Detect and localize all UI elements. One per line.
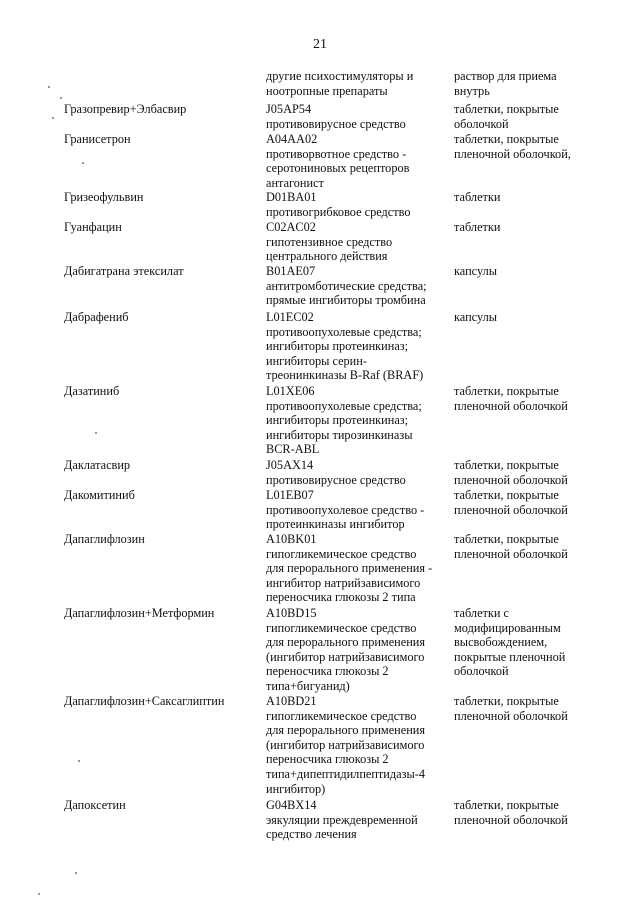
scan-speck — [48, 86, 50, 88]
drug-info-line: BCR-ABL — [266, 442, 320, 457]
drug-info-line: C02AC02 — [266, 220, 316, 234]
dosage-form-cell — [454, 69, 586, 98]
dosage-form-cell — [454, 488, 586, 517]
drug-info-cell — [266, 458, 448, 487]
drug-name-cell — [64, 694, 254, 709]
scan-speck — [52, 117, 54, 119]
drug-info-line: антагонист — [266, 175, 324, 190]
dosage-form-line: таблетки, покрытые — [454, 694, 559, 708]
drug-name-line: Дазатиниб — [64, 384, 120, 398]
dosage-form-line: таблетки — [454, 220, 501, 234]
drug-info-line: для перорального применения - — [266, 561, 433, 576]
drug-info-line: противогрибковое средство — [266, 204, 411, 219]
drug-info-line: L01EB07 — [266, 488, 314, 502]
dosage-form-line: пленочной оболочкой, — [454, 146, 571, 161]
drug-name-line: Дапоксетин — [64, 798, 126, 812]
drug-info-line: противовирусное средство — [266, 116, 406, 131]
drug-name-line: Гризеофульвин — [64, 190, 144, 204]
dosage-form-cell — [454, 606, 586, 679]
drug-info-line: A10BD21 — [266, 694, 317, 708]
dosage-form-cell — [454, 694, 586, 723]
drug-info-line: протеинкиназы ингибитор — [266, 517, 405, 532]
drug-info-line: эякуляции преждевременной — [266, 812, 418, 827]
drug-info-cell — [266, 384, 448, 457]
drug-name-line: Дабигатрана этексилат — [64, 264, 184, 278]
drug-info-cell — [266, 694, 448, 796]
dosage-form-line: пленочной оболочкой — [454, 708, 568, 723]
dosage-form-line: таблетки, покрытые — [454, 102, 559, 116]
drug-info-line: для перорального применения — [266, 723, 426, 738]
drug-info-line: переносчика глюкозы 2 — [266, 664, 389, 679]
drug-info-line: средство лечения — [266, 827, 357, 842]
dosage-form-line: оболочкой — [454, 664, 509, 679]
dosage-form-line: таблетки, покрытые — [454, 488, 559, 502]
drug-name-line: Дапаглифлозин — [64, 532, 145, 546]
scan-speck — [78, 760, 80, 762]
drug-info-cell — [266, 488, 448, 532]
drug-info-line: D01BA01 — [266, 190, 317, 204]
dosage-form-line: капсулы — [454, 310, 497, 324]
drug-info-line: для перорального применения — [266, 635, 426, 650]
dosage-form-line: пленочной оболочкой — [454, 472, 568, 487]
drug-info-line: противоопухолевые средства; — [266, 324, 422, 339]
drug-name-line: Дапаглифлозин+Саксаглиптин — [64, 694, 225, 708]
drug-info-line: противоопухолевые средства; — [266, 398, 422, 413]
dosage-form-line: пленочной оболочкой — [454, 398, 568, 413]
drug-info-line: ноотропные препараты — [266, 83, 388, 98]
drug-info-line: противоопухолевое средство - — [266, 502, 425, 517]
dosage-form-line: пленочной оболочкой — [454, 812, 568, 827]
drug-info-cell — [266, 606, 448, 694]
dosage-form-line: внутрь — [454, 83, 490, 98]
drug-name-line: Даклатасвир — [64, 458, 131, 472]
drug-info-line: гипогликемическое средство — [266, 708, 417, 723]
dosage-form-cell — [454, 310, 586, 325]
dosage-form-line: капсулы — [454, 264, 497, 278]
dosage-form-line: таблетки, покрытые — [454, 798, 559, 812]
drug-info-cell — [266, 310, 448, 383]
page-number: 21 — [313, 37, 327, 52]
drug-info-line: центрального действия — [266, 249, 388, 264]
dosage-form-cell — [454, 220, 586, 235]
drug-info-cell — [266, 132, 448, 190]
drug-info-line: A10BK01 — [266, 532, 317, 546]
drug-info-line: J05AP54 — [266, 102, 312, 116]
drug-info-cell — [266, 102, 448, 131]
drug-info-line: серотониновых рецепторов — [266, 161, 410, 176]
dosage-form-line: пленочной оболочкой — [454, 546, 568, 561]
drug-name-cell — [64, 606, 254, 621]
drug-info-line: L01XE06 — [266, 384, 315, 398]
drug-name-line: Дабрафениб — [64, 310, 129, 324]
drug-info-line: G04BX14 — [266, 798, 317, 812]
drug-info-line: антитромботические средства; — [266, 278, 427, 293]
dosage-form-line: таблетки с — [454, 606, 509, 620]
drug-info-line: гипогликемическое средство — [266, 546, 417, 561]
drug-info-line: ингибиторы серин- — [266, 353, 367, 368]
dosage-form-cell — [454, 132, 586, 161]
dosage-form-cell — [454, 102, 586, 131]
dosage-form-line: таблетки, покрытые — [454, 384, 559, 398]
drug-info-line: A10BD15 — [266, 606, 317, 620]
dosage-form-cell — [454, 384, 586, 413]
drug-name-line: Дапаглифлозин+Метформин — [64, 606, 215, 620]
drug-info-line: A04AA02 — [266, 132, 318, 146]
dosage-form-line: таблетки, покрытые — [454, 458, 559, 472]
drug-info-line: ингибиторы тирозинкиназы — [266, 427, 413, 442]
drug-name-cell — [64, 190, 254, 205]
drug-info-line: L01EC02 — [266, 310, 314, 324]
drug-info-line: противорвотное средство - — [266, 146, 407, 161]
dosage-form-line: пленочной оболочкой — [454, 502, 568, 517]
drug-name-cell — [64, 132, 254, 147]
drug-name-cell — [64, 220, 254, 235]
drug-info-cell — [266, 69, 448, 98]
drug-info-line: гипогликемическое средство — [266, 620, 417, 635]
drug-info-line: ингибиторы протеинкиназ; — [266, 339, 409, 354]
drug-info-cell — [266, 798, 448, 842]
drug-info-line: ингибитор натрийзависимого — [266, 575, 421, 590]
drug-info-line: ингибитор) — [266, 781, 326, 796]
drug-info-line: B01AE07 — [266, 264, 316, 278]
dosage-form-line: таблетки, покрытые — [454, 132, 559, 146]
drug-name-cell — [64, 264, 254, 279]
drug-name-cell — [64, 488, 254, 503]
drug-name-cell — [64, 102, 254, 117]
dosage-form-line: оболочкой — [454, 116, 509, 131]
scan-speck — [38, 893, 40, 895]
dosage-form-line: высвобождением, — [454, 635, 548, 650]
scan-speck — [60, 97, 62, 99]
drug-info-cell — [266, 264, 448, 308]
drug-name-line: Гранисетрон — [64, 132, 131, 146]
drug-info-line: переносчика глюкозы 2 типа — [266, 590, 416, 605]
drug-info-cell — [266, 532, 448, 605]
drug-info-line: типа+дипептидилпептидазы-4 — [266, 766, 425, 781]
drug-info-line: другие психостимуляторы и — [266, 69, 414, 83]
scan-speck — [95, 432, 97, 434]
dosage-form-line: модифицированным — [454, 620, 561, 635]
drug-info-line: переносчика глюкозы 2 — [266, 752, 389, 767]
drug-name-cell — [64, 798, 254, 813]
drug-name-cell — [64, 458, 254, 473]
drug-name-cell — [64, 384, 254, 399]
dosage-form-cell — [454, 264, 586, 279]
drug-info-line: прямые ингибиторы тромбина — [266, 293, 426, 308]
dosage-form-line: раствор для приема — [454, 69, 557, 83]
dosage-form-line: таблетки, покрытые — [454, 532, 559, 546]
dosage-form-cell — [454, 190, 586, 205]
drug-info-line: противовирусное средство — [266, 472, 406, 487]
drug-name-cell — [64, 532, 254, 547]
drug-info-cell — [266, 190, 448, 219]
dosage-form-line: таблетки — [454, 190, 501, 204]
drug-info-line: треонинкиназы B-Raf (BRAF) — [266, 368, 424, 383]
drug-name-cell — [64, 310, 254, 325]
dosage-form-cell — [454, 458, 586, 487]
drug-info-line: J05AX14 — [266, 458, 314, 472]
dosage-form-line: покрытые пленочной — [454, 649, 566, 664]
scan-speck — [75, 872, 77, 874]
drug-info-line: гипотензивное средство — [266, 234, 393, 249]
drug-info-line: (ингибитор натрийзависимого — [266, 649, 425, 664]
drug-name-line: Гуанфацин — [64, 220, 122, 234]
drug-info-line: ингибиторы протеинкиназ; — [266, 413, 409, 428]
drug-name-line: Гразопревир+Элбасвир — [64, 102, 187, 116]
scan-speck — [82, 162, 84, 164]
drug-info-cell — [266, 220, 448, 264]
dosage-form-cell — [454, 798, 586, 827]
dosage-form-cell — [454, 532, 586, 561]
drug-info-line: (ингибитор натрийзависимого — [266, 737, 425, 752]
drug-name-line: Дакомитиниб — [64, 488, 135, 502]
drug-info-line: типа+бигуанид) — [266, 678, 350, 693]
